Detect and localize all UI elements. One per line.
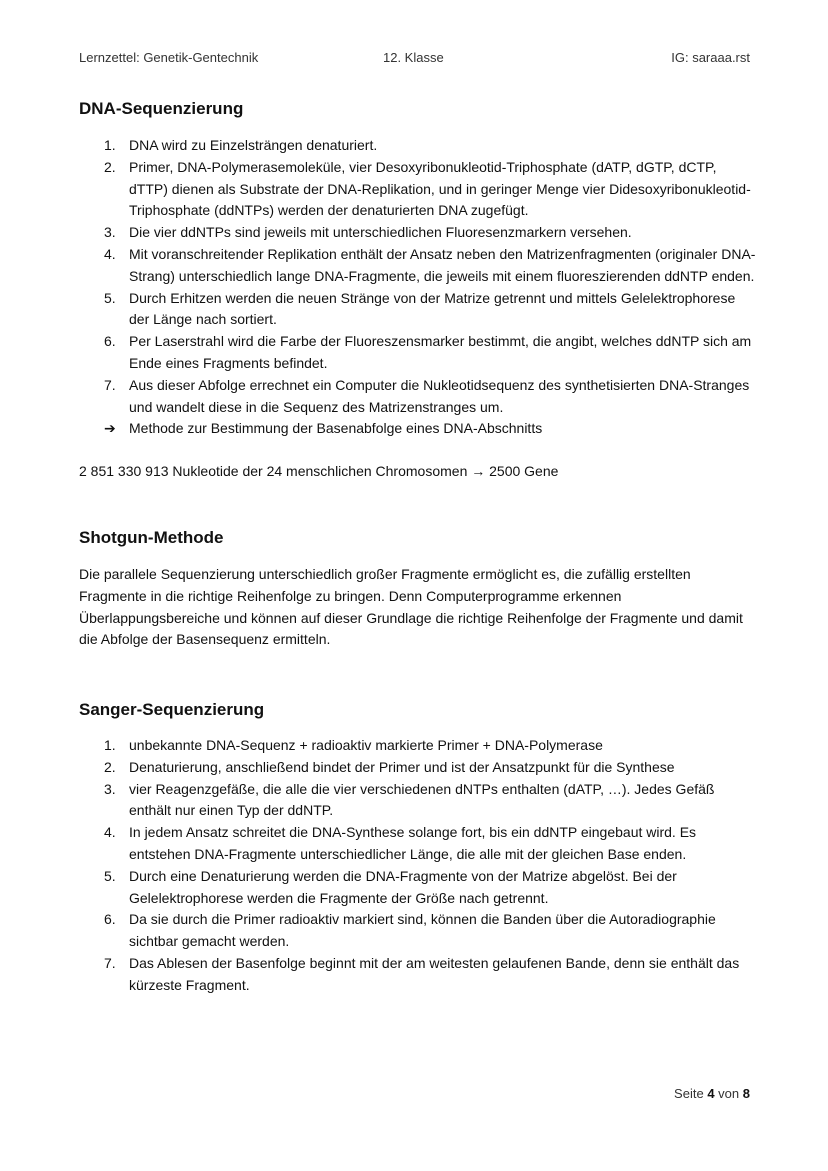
section-title-shotgun-methode: Shotgun-Methode (79, 528, 224, 547)
list-text: unbekannte DNA-Sequenz + radioaktiv markierte Primer + DNA-Polymerase (129, 737, 603, 753)
list-item (79, 288, 759, 332)
section-title-dna-sequenzierung: DNA-Sequenzierung (79, 99, 244, 118)
list-item (79, 779, 759, 823)
list-number: 6. (104, 911, 116, 928)
list-item (79, 157, 759, 222)
list-item (79, 244, 759, 288)
list-item (79, 331, 759, 375)
list-number: 7. (104, 954, 116, 971)
conclusion-line (79, 418, 759, 440)
page-separator: von (718, 1086, 740, 1101)
genome-note: 2 851 330 913 Nukleotide der 24 menschlichen Chromosomen → 2500 Gene (79, 463, 559, 479)
header-document-title: Lernzettel: Genetik-Gentechnik (79, 50, 259, 65)
list-text: vier Reagenzgefäße, die alle die vier verschiedenen dNTPs enthalten (dATP, …). Jedes Gefäß enthält nur einen Typ der ddNTP. (129, 780, 715, 819)
list-item (79, 222, 759, 244)
header-author-handle: IG: saraaa.rst (671, 50, 750, 65)
list-number: 5. (104, 867, 116, 884)
list-text: Durch Erhitzen werden die neuen Stränge von der Matrize getrennt und mittels Gelelektrophorese der Länge nach sortiert. (129, 289, 736, 328)
list-number: 1. (104, 737, 116, 753)
list-text: Denaturierung, anschließend bindet der Primer und ist der Ansatzpunkt für die Synthese (129, 758, 675, 775)
list-item (79, 135, 759, 157)
list-item (79, 757, 759, 779)
list-text: Das Ablesen der Basenfolge beginnt mit der am weitesten gelaufenen Bande, denn sie enthält das kürzeste Fragment. (129, 954, 740, 993)
shotgun-description: Die parallele Sequenzierung unterschiedlich großer Fragmente ermöglicht es, die zufällig erstellten Fragmente in die richtige Reihenfolge zu bringen. Denn Computerprogramme erkennen Überlappungsbereiche und können auf dieser Grundlage die richtige Reihenfolge der Fragmente und damit die Abfolge der Basensequenz ermitteln. (79, 566, 743, 648)
list-text: Da sie durch die Primer radioaktiv markiert sind, können die Banden über die Autoradiographie sichtbar gemacht werden. (129, 911, 716, 950)
list-number: 6. (104, 333, 116, 350)
list-item (79, 735, 759, 757)
list-number: 2. (104, 758, 116, 775)
current-page-number: 4 (707, 1086, 715, 1101)
list-item (79, 909, 759, 953)
list-number: 5. (104, 289, 116, 306)
total-pages-number: 8 (742, 1086, 750, 1101)
list-item (79, 953, 759, 997)
arrow-right-icon: ➔ (104, 420, 116, 437)
list-number: 7. (104, 376, 116, 393)
list-number: 2. (104, 158, 116, 175)
list-number: 4. (104, 824, 116, 841)
dna-sequenzierung-steps (79, 135, 759, 440)
list-text: Aus dieser Abfolge errechnet ein Computer die Nukleotidsequenz des synthetisierten DNA-Stranges und wandelt diese in die Sequenz des Matrizenstranges um. (129, 376, 750, 415)
list-text: Durch eine Denaturierung werden die DNA-Fragmente von der Matrize abgelöst. Bei der Gelelektrophorese werden die Fragmente der Größe nach getrennt. (129, 867, 677, 906)
list-text: Primer, DNA-Polymerasemoleküle, vier Desoxyribonukleotid-Triphosphate (dATP, dGTP, dCTP, dTTP) dienen als Substrate der DNA-Replikation, und in geringer Menge vier Didesoxyribonukleotid-Triphosphate (ddNTPs) werden der denaturierten DNA zugefügt. (129, 158, 751, 219)
list-number: 3. (104, 224, 116, 241)
list-item (79, 822, 759, 866)
page-footer (674, 1086, 750, 1101)
list-item (79, 375, 759, 419)
list-text: Per Laserstrahl wird die Farbe der Fluoreszensmarker bestimmt, die angibt, welches ddNTP sich am Ende eines Fragments befindet. (129, 333, 752, 371)
list-text: In jedem Ansatz schreitet die DNA-Synthese solange fort, bis ein ddNTP eingebaut wird. Es entstehen DNA-Fragmente unterschiedlicher Länge, die alle mit der gleichen Base enden. (129, 824, 697, 862)
list-number: 1. (104, 137, 116, 153)
list-text: Die vier ddNTPs sind jeweils mit unterschiedlichen Fluoresenzmarkern versehen. (129, 224, 632, 241)
header-grade: 12. Klasse (383, 50, 444, 65)
sanger-sequenzierung-steps (79, 735, 759, 997)
page-label: Seite (674, 1086, 704, 1101)
list-number: 3. (104, 780, 116, 797)
list-text: Mit voranschreitender Replikation enthält der Ansatz neben den Matrizenfragmenten (originaler DNA-Strang) unterschiedlich lange DNA-Fragmente, die jeweils mit einem fluoreszierenden ddNTP enden. (129, 245, 756, 284)
page-header (79, 50, 750, 68)
conclusion-text: Methode zur Bestimmung der Basenabfolge eines DNA-Abschnitts (129, 420, 543, 437)
section-title-sanger-sequenzierung: Sanger-Sequenzierung (79, 700, 265, 719)
list-number: 4. (104, 245, 116, 262)
list-text: DNA wird zu Einzelsträngen denaturiert. (129, 137, 378, 153)
list-item (79, 866, 759, 910)
